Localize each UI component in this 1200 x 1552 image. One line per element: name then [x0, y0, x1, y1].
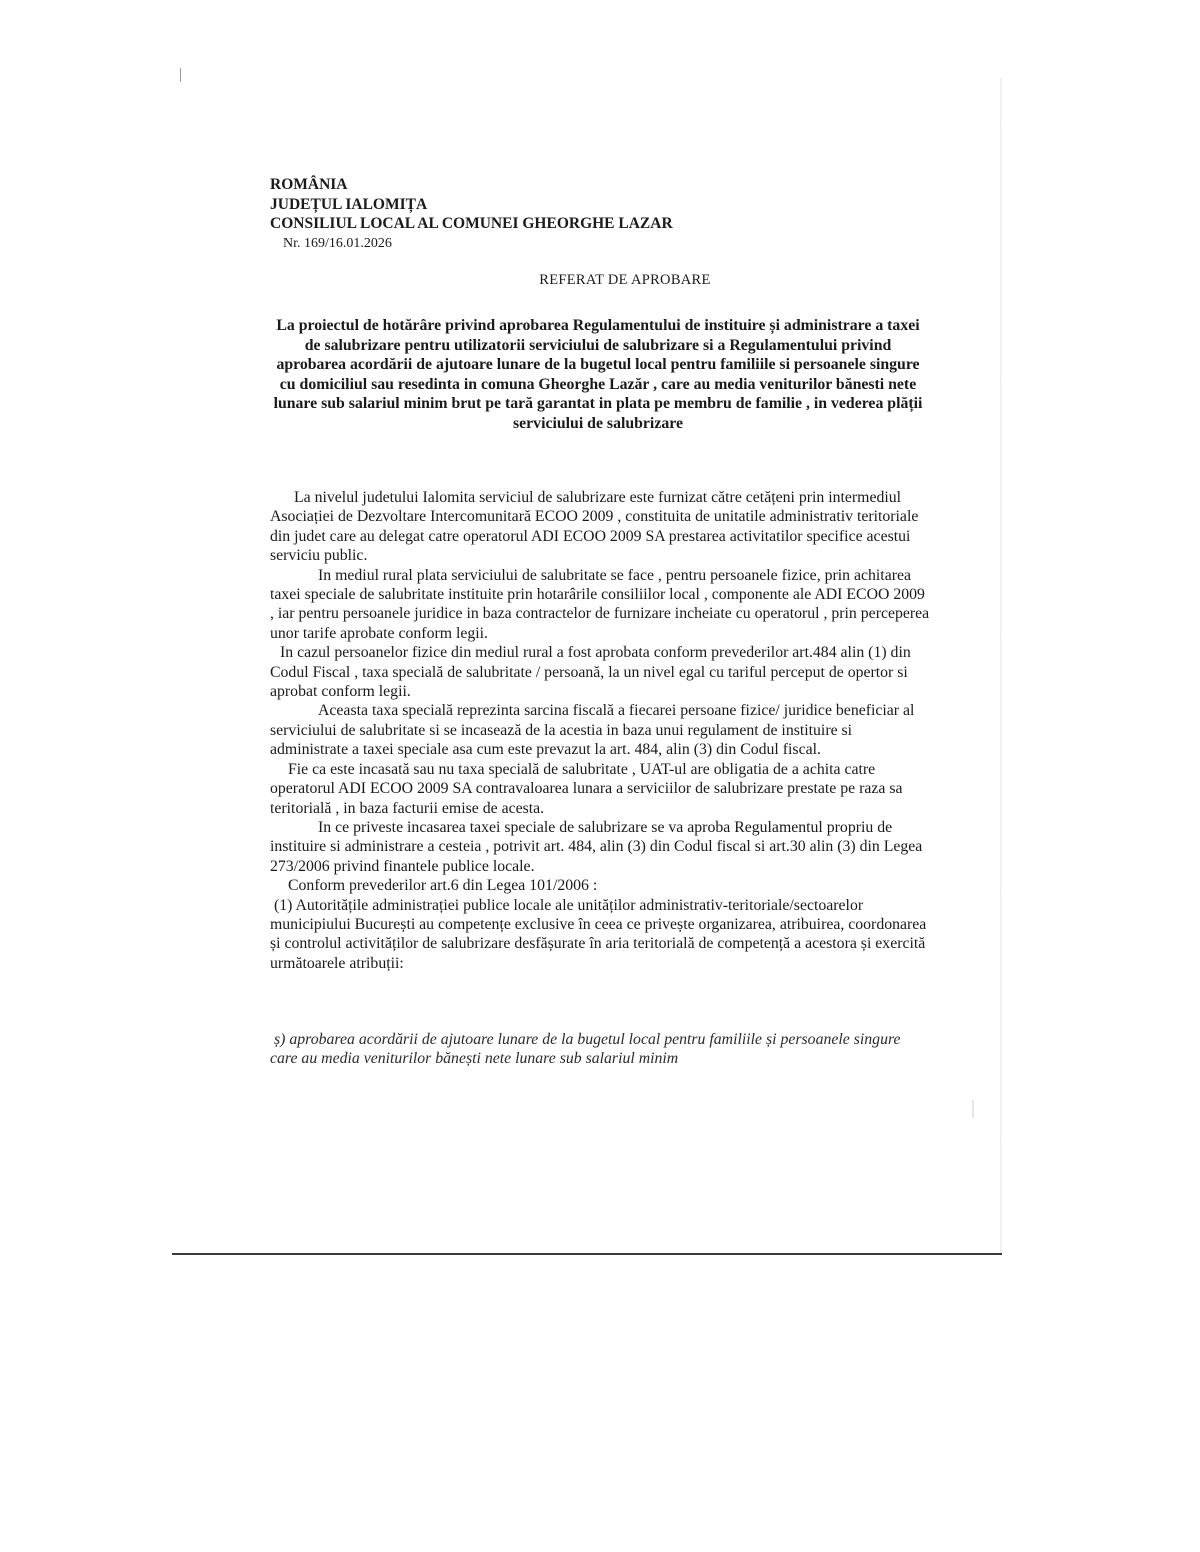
header-county: JUDEȚUL IALOMIȚA: [270, 195, 428, 213]
document-body: [270, 488, 930, 973]
paragraph: La nivelul judetului Ialomita serviciul de salubrizare este furnizat către cetățeni prin intermediul Asociației de Dezvoltare Intercomunitară ECOO 2009 , constituita de unitatile administrativ teritoriale din judet care au delegat catre operatorul ADI ECOO 2009 SA prestarea activitatilor specifice acestui serviciu public.: [270, 489, 919, 565]
legal-quote: [270, 1030, 930, 1069]
paragraph: In ce priveste incasarea taxei speciale de salubrizare se va aproba Regulamentul propriu de instituire si administrare a cesteia , potrivit art. 484, alin (3) din Codul fiscal si art.30 alin (3) din Legea 273/2006 privind finantele publice locale.: [270, 818, 923, 875]
document-title: REFERAT DE APROBARE: [539, 272, 711, 288]
paragraph: Aceasta taxa specială reprezinta sarcina fiscală a fiecarei persoane fizice/ juridice beneficiar al serviciului de salubritate si se incasează de la acestia in baza unui regulament de instituire si administrate a taxei speciale asa cum este prevazut la art. 484, alin (3) din Codul fiscal.: [270, 702, 915, 759]
page-bottom-rule: [172, 1253, 1002, 1255]
document-header: [270, 175, 673, 253]
paragraph: In cazul persoanelor fizice din mediul rural a fost aprobata conform prevederilor art.484 alin (1) din Codul Fiscal , taxa specială de salubritate / persoană, la un nivel egal cu tariful perceput de opertor si aprobat conform legii.: [270, 644, 911, 701]
scan-artifact-mark: [180, 68, 181, 82]
paragraph: In mediul rural plata serviciului de salubritate se face , pentru persoanele fizice, prin achitarea taxei speciale de salubritate instituite prin hotarârile consiliilor local , componente ale ADI ECOO 2009 , iar pentru persoanele juridice in baza contractelor de furnizare incheiate cu operatorul , prin perceperea unor tarife aprobate conform legii.: [270, 566, 930, 642]
paragraph: Conform prevederilor art.6 din Legea 101/2006 :: [288, 877, 598, 895]
header-council: CONSILIUL LOCAL AL COMUNEI GHEORGHE LAZAR: [270, 215, 673, 232]
document-subject: La proiectul de hotărâre privind aprobarea Regulamentului de instituire și administrare a taxei de salubrizare pentru utilizatorii serviciului de salubrizare si a Regulamentului privind aprobarea acordării de ajutoare lunare de la bugetul local pentru familiile si persoanele singure cu domiciliul sau resedinta in comuna Gheorghe Lazăr , care au media veniturilor bănesti nete lunare sub salariul minim brut pe tară garantat in plata pe membru de familie , in vederea plății serviciului de salubrizare: [273, 317, 923, 432]
scan-speck: [972, 1100, 974, 1118]
paragraph: Fie ca este incasată sau nu taxa specială de salubritate , UAT-ul are obligatia de a achita catre operatorul ADI ECOO 2009 SA contravaloarea lunara a serviciilor de salubrizare prestate pe raza sa teritorială , in baza facturii emise de acesta.: [270, 760, 903, 817]
header-registration-number: Nr. 169/16.01.2026: [283, 235, 392, 251]
paragraph: (1) Autoritățile administrației publice locale ale unităților administrativ-teritoriale/sectoarelor municipiului București au competențe exclusive în ceea ce privește organizarea, atribuirea, coordonarea și controlul activităților de salubrizare desfășurate în aria teritorială de competență a acestora și exercită următoarele atribuții:: [270, 896, 927, 972]
scan-page-edge: [1000, 78, 1002, 1253]
header-country: ROMÂNIA: [270, 176, 348, 193]
quote-text: ș) aprobarea acordării de ajutoare lunare de la bugetul local pentru familiile și persoanele singure care au media veniturilor bănești nete lunare sub salariul minim: [270, 1031, 901, 1068]
